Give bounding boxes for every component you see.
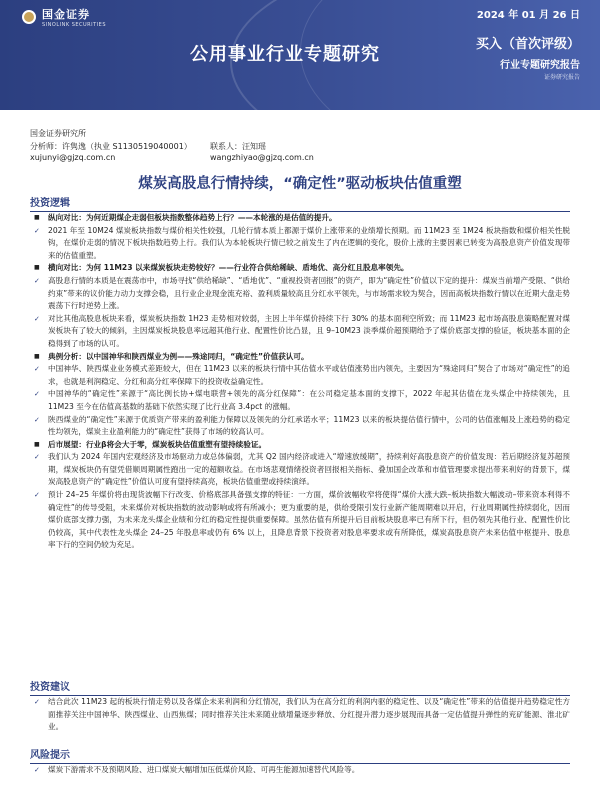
square-bullet-icon: ■ [34,440,40,448]
list-item [30,764,570,777]
item-text: 2021 年至 10M24 煤炭板块指数与煤价相关性较强，几轮行情本质上都源于煤价上涨带来的业绩增长预期。而 11M23 至 1M24 板块指数和煤价相关性脱钩，在煤价走弱的情况下板块指数趋势上行。我们认为本轮板块行情已较之前发生了内在逻辑的变化，股价上涨的主要因素已转变为高股息资产价值发现带来的估值重塑。 [48,225,570,260]
report-title: 公用事业行业专题研究 [190,44,380,65]
square-bullet-icon: ■ [34,352,40,360]
square-bullet-icon: ■ [34,264,40,272]
report-header [0,0,600,110]
contact-info: 联系人：汪知瑶 [210,142,266,151]
company-logo [22,6,106,28]
square-bullet-icon: ■ [34,214,40,221]
main-title: 煤炭高股息行情持续，“确定性”驱动板块估值重塑 [138,176,462,192]
item-text: 纵向对比：为何近期煤企走弱但板块指数整体趋势上行？——本轮涨的是估值的提升。 [48,213,337,222]
check-icon: ✓ [34,226,40,235]
rating-badge: 买入（首次评级） [475,37,580,52]
item-text: 中国神华、陕西煤业业务模式差距较大，但在 11M23 以来的板块行情中其估值水平或估值涨势出内领先，主要因为“殊途同归”契合了市场对“确定性”的追求，也就是利润稳定、分红和高分红率保障下的投资收益确定性。 [48,364,570,386]
key-point [30,439,570,452]
section-2 [30,746,570,777]
list-item [30,489,570,552]
item-text: 煤炭下游需求不及预期风险、进口煤炭大幅增加压低煤价风险、可再生能源加速替代风险等。 [48,765,360,774]
list-item [30,388,570,413]
check-icon: ✓ [34,698,40,706]
item-text: 典例分析：以中国神华和陕西煤业为例——殊途同归，“确定性”价值获认可。 [48,351,309,361]
section-1 [30,678,570,734]
logo-name-cn: 国金证券 [42,8,90,21]
check-icon: ✓ [34,365,40,374]
key-point [30,262,570,275]
item-text: 横向对比：为何 11M23 以来煤炭板块走势较好？——行业符合供给稀缺、盾地优、高分红且股息率领先。 [48,263,409,273]
check-icon: ✓ [34,766,40,774]
analyst-info: 分析师：许隽逸（执业 S1130519040001） [30,142,192,151]
list-item [30,363,570,388]
check-icon: ✓ [34,276,40,285]
list-item [30,225,570,263]
section-heading: 风险提示 [30,746,570,764]
list-item [30,275,570,313]
item-text: 结合此次 11M23 起的板块行情走势以及各煤企未来利润和分红情况，我们认为在高分红的利润内驱的稳定性、以及“确定性”带来的估值提升趋势稳定性方面推荐关注中国神华、陕西煤业、山西焦煤；同时推荐关注未来随业绩增量逐步释放、分红提升潜力逐步展现而具备一定估值提升弹性的兖矿能源、淮北矿业。 [48,697,570,732]
contact-email[interactable]: wangzhiyao@gjzq.com.cn [210,153,314,162]
list-item [30,451,570,489]
check-icon: ✓ [34,314,40,323]
key-point [30,351,570,364]
list-item [30,696,570,734]
item-text: 我们认为 2024 年国内宏观经济及市场驱动力或总体偏弱，尤其 Q2 国内经济或进入“增速放缓期”，持续利好高股息资产的价值发现：若后期经济复苏超预期，煤炭板块仍有望凭借顺周期属性跑出一定的超额收益。在市场悲观情绪投资者回报相关指标、叠加国企改革和市值管理要求提出带来利好的背景下，煤炭高股息资产的“确定性”价值认可度有望持续高亮，板块估值重塑或持续演绎。 [48,452,570,487]
list-item [30,313,570,351]
key-point [30,212,570,225]
section-heading: 投资逻辑 [30,194,570,212]
analyst-email[interactable]: xujunyi@gjzq.com.cn [30,153,116,162]
check-icon: ✓ [34,415,40,424]
item-text: 预计 24–25 年煤价将由现货波幅下行改变、价格底部具备强支撑的特征：一方面，煤价波幅收窄将使得“煤价大涨大跌–板块指数大幅波动–带来资本利得不确定性”的传导受阻，未来煤价对板块指数的波动影响或将有所减小；更为重要的是，供给受限引发行业新产能周期难以开启，行业周期属性持续弱化，因而煤价底部支撑力强，为未来龙头煤企业绩和分红的稳定性提供重要保障。虽然估值有所提升后目前板块股息率已有所下行，但仍领先其他行业、配置性价比仍较高，其中代表性龙头煤企 24–25 年股息率或仍有 6% 以上，且降息背景下投资者对股息率要求或有所降低，煤炭高股息资产未来估值中枢提升、股息率下行的空间仍较为充足。 [48,490,570,550]
check-icon: ✓ [34,453,40,462]
item-text: 高股息行情的本质是在震荡市中，市场寻找“供给稀缺”、“盾地优”、“重视投资者回报”的资产，即为“确定性”价值以下定的提升：煤炭当前增产受限、“供给约束”带来的议价能力动力支撑会稳，且行业企业现金流充裕、盈利质量较高且分红水平领先，与市场需求较为契合，因而高板块指数行情以在近期大盘走势震荡下行时逆势上涨。 [48,275,570,311]
report-type: 行业专题研究报告 [500,60,580,71]
research-institute: 国金证券研究所 [30,129,86,138]
item-text: 中国神华的“确定性”来源于“高比例长协+煤电联营+领先的高分红保障”：在公司稳定基本面的支撑下，2022 年起其估值在龙头煤企中持续领先，且 11M23 至今在估值高基数的基础下依然实现了比行业高 3.4pct 的涨幅。 [48,389,570,411]
logo-icon [22,10,36,24]
item-text: 陕西煤业的“确定性”来源于优质资产带来的盈利能力保障以及领先的分红承诺水平；11M23 以来的板块提估值行情中，公司的估值涨幅及上涨趋势的稳定性均领先，煤炭主业盈利能力的“确定性”获得了市场的较高认可。 [48,414,570,437]
report-subtype: 证券研究报告 [543,74,580,81]
list-item [30,414,570,439]
logo-name-en: SINOLINK SECURITIES [42,22,106,28]
item-text: 对比其他高股息板块来看，煤炭板块指数 1H23 走势相对较弱，主因上半年煤价持续下行 30% 的基本面利空所致；而 11M23 起市场高股息策略配置对煤炭板块有了较大的倾斜，主因煤炭板块股息率远超其他行业、配置性价比凸显，且 9–10M23 淡季煤价超预期给予了煤价底部支撑的验证，板块基本面的企稳得到了市场的认可。 [48,313,570,348]
check-icon: ✓ [34,390,40,399]
section-0 [30,194,570,552]
report-date: 2024 年 01 月 26 日 [476,10,580,21]
check-icon: ✓ [34,491,40,500]
section-heading: 投资建议 [30,678,570,696]
item-text: 后市展望：行业β将会大于零，煤炭板块估值重塑有望持续验证。 [48,439,267,449]
